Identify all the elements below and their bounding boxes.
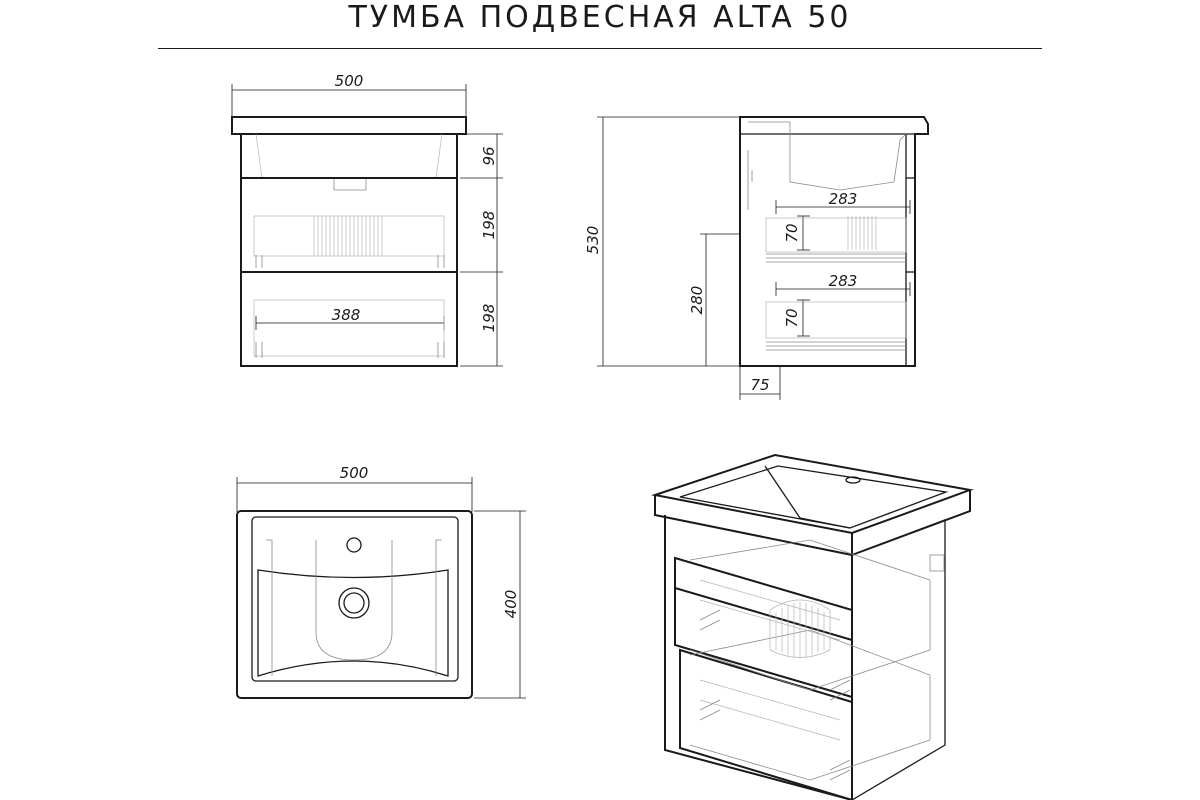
top-width-label: 500 (339, 464, 369, 482)
top-view (237, 464, 526, 698)
isometric-view (655, 455, 970, 800)
side-mount-height-label: 280 (688, 285, 706, 315)
top-depth-label: 400 (502, 589, 520, 619)
drawing-title: ТУМБА ПОДВЕСНАЯ ALTA 50 (348, 0, 852, 35)
side-drawer1-depth-label: 283 (828, 190, 858, 208)
side-drawer2-height-label: 70 (783, 308, 801, 328)
front-height-drawer1-label: 198 (480, 210, 498, 240)
front-view (232, 72, 503, 366)
front-height-top-label: 96 (480, 146, 498, 166)
side-wall-offset-label: 75 (750, 376, 770, 394)
front-width-label: 500 (334, 72, 364, 90)
side-drawer2-depth-label: 283 (828, 272, 858, 290)
side-drawer1-height-label: 70 (783, 223, 801, 243)
front-inner-width-label: 388 (331, 306, 361, 324)
front-height-drawer2-label: 198 (480, 303, 498, 333)
side-view (584, 117, 928, 400)
side-total-height-label: 530 (584, 225, 602, 255)
